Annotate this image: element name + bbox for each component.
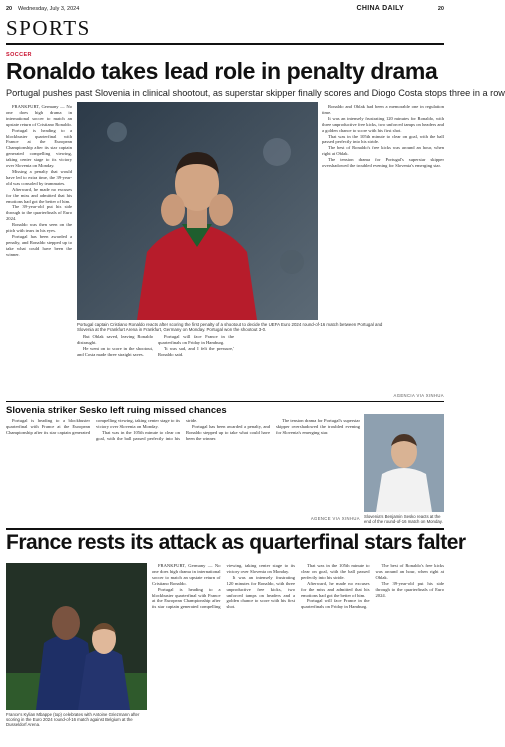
lead-byline: AGENCIA VIA XINHUA — [393, 393, 444, 398]
paragraph: Portugal has been awarded a penalty, and Ronaldo stepped up to take what could have been the winner. — [186, 423, 270, 441]
section-rule — [6, 43, 444, 45]
paragraph: FRANKFURT, Germany — No one does high drama in international soccer to match an upstate return of Cristiano Ronaldo. — [152, 563, 221, 586]
secondary-byline: AGENCE VIA XINHUA — [310, 516, 360, 521]
paragraph: Portugal is heading to a blockbuster quarterfinal with France at the European Championship after its star captain generated compelling viewing, taking center stage to its victory over Slovenia on Monday. — [152, 563, 295, 610]
lead-photo-caption: Portugal captain Cristiano Ronaldo reacts after scoring the first penalty of a shootout to decide the UEFA Euro 2024 round-of-16 match between Portugal and Slovenia at the Frankfurt Arena in Frankfurt, Germany on Monday. Portugal won the shootout 3-0. — [77, 322, 383, 333]
page-header — [6, 3, 444, 15]
page-number: 20 — [6, 6, 13, 12]
secondary-headline: Slovenia striker Sesko left ruing missed chances — [6, 405, 227, 416]
paragraph: Portugal will face France in the quarterfinals on Friday in Hamburg. — [301, 598, 370, 610]
third-photo-image — [6, 563, 147, 710]
paragraph: That was in the 105th minute to clear on goal, with the ball passed perfectly into his stride. — [96, 418, 198, 441]
issue-date: Wednesday, July 3, 2024 — [18, 6, 80, 12]
secondary-body — [6, 418, 360, 523]
paragraph: Afterward, he made no excuses for the miss and admitted that his emotions had got the better of him. — [6, 186, 72, 204]
inset-photo-image — [364, 414, 444, 512]
paragraph: Missing a penalty that would have led to extra time, the 39-year-old was consoled by teammates. — [6, 168, 72, 186]
paragraph: Portugal will face France in the quarterfinals on Friday in Hamburg. — [158, 334, 234, 345]
paragraph: Ronaldo and Oblak had been a memorable one in regulation time. — [322, 104, 444, 115]
lead-body-column-right — [322, 104, 444, 316]
paragraph: It was an intensely frustrating 120 minutes for Ronaldo, with three unproductive free kicks, two unforced tamps on headers and a golden chance to score with his first shot. — [322, 115, 444, 133]
lead-body-column-3 — [158, 334, 234, 400]
kicker: SOCCER — [6, 52, 32, 58]
paragraph: That was in the 105th minute to clear on goal, with the ball passed perfectly into his stride. — [322, 133, 444, 145]
third-body — [152, 563, 444, 741]
section-title: SPORTS — [6, 16, 91, 40]
masthead: CHINA DAILY — [356, 5, 404, 12]
paragraph: 'It was sad, and I felt the pressure,' Ronaldo said. — [158, 345, 234, 357]
paragraph: The tension drama for Portugal's superstar skipper overshadowed the troubled evening for Slovenia's emerging star. — [276, 418, 360, 435]
lead-photo — [77, 102, 318, 320]
paragraph: The 39-year-old put his side through to the quarterfinals of Euro 2024. — [6, 204, 72, 222]
divider — [6, 401, 444, 402]
paragraph: Portugal is heading to a blockbuster quarterfinal with France at the European Championship after its star captain generated compelling viewing, taking center stage to its victory over Slovenia on Monday. — [6, 418, 180, 435]
third-photo — [6, 563, 147, 710]
third-headline: France rests its attack as quarterfinal stars falter — [6, 531, 466, 554]
paragraph: FRANKFURT, Germany — No one does high drama in international soccer to match an upstate return of Cristiano Ronaldo. — [6, 104, 72, 127]
divider-strong — [6, 528, 444, 530]
lead-deck: Portugal pushes past Slovenia in clinical shootout, as superstar skipper finally scores and Diogo Costa stops three in a row — [6, 88, 505, 98]
paragraph: The tension drama for Portugal's superstar skipper overshadowed the troubled evening for Slovenia's emerging star. — [322, 157, 444, 169]
paragraph: Portugal has been awarded a penalty, and Ronaldo stepped up to take what could have been the winner. — [6, 233, 72, 257]
paragraph: Ronaldo was then seen on the pitch with tears in his eyes. — [6, 222, 72, 234]
lead-body-column-2 — [77, 334, 153, 400]
inset-photo — [364, 414, 444, 512]
paragraph: The best of Ronaldo's free kicks was around an hour, when right at Oblak. — [375, 563, 444, 580]
paragraph: Afterward, he made no excuses for the miss and admitted that his emotions had got the better of him. — [301, 580, 370, 598]
paragraph: Portugal is heading to a blockbuster quarterfinal with France at the European Championship after its star captain generated compelling viewing, taking center stage to its victory over Slovenia on Monday. — [6, 127, 72, 169]
lead-headline: Ronaldo takes lead role in penalty drama — [6, 58, 438, 84]
paragraph: But Oblak saved, leaving Ronaldo distraught. — [77, 334, 153, 345]
third-photo-caption: France's Kylian Mbappe (top) celebrates with Antoine Griezmann after scoring in the Euro 2024 round-of-16 match against Belgium at the Dusseldorf Arena. — [6, 712, 140, 728]
lead-body-column-1 — [6, 104, 72, 404]
paragraph: He went on to score in the shootout, and Costa made three straight saves. — [77, 345, 153, 357]
paragraph: That was in the 105th minute to clear on goal, with the ball passed perfectly into his stride. — [301, 563, 370, 580]
page-number-right: 20 — [437, 6, 444, 12]
paragraph: The 39-year-old put his side through to the quarterfinals of Euro 2024. — [375, 580, 444, 598]
paragraph: The best of Ronaldo's free kicks was around an hour, when right at Oblak. — [322, 145, 444, 157]
inset-caption: Slovenia's Benjamin Sesko reacts at the end of the round-of-16 match on Monday. — [364, 514, 443, 525]
paragraph: It was an intensely frustrating 120 minutes for Ronaldo, with three unproductive free kicks, two unforced tamps on headers and a golden chance to score with his first shot. — [226, 574, 295, 610]
lead-photo-image — [77, 102, 318, 320]
